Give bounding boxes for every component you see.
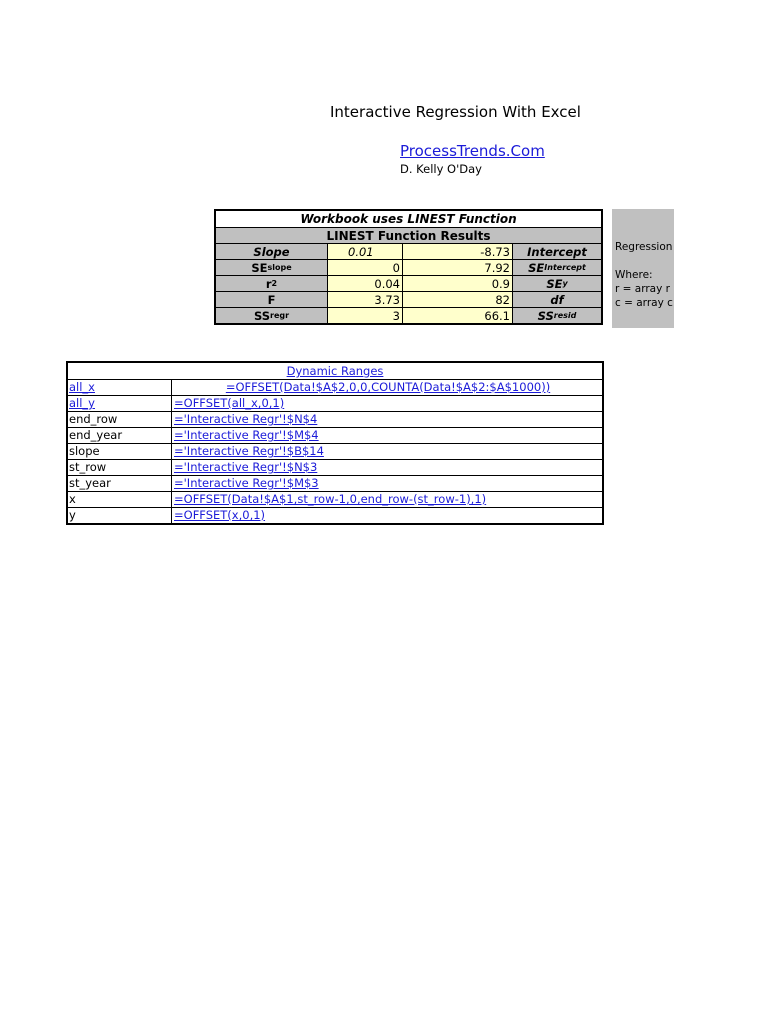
se-y-value[interactable]: 0.9: [402, 276, 512, 291]
panel-text-r: r = array r: [615, 283, 670, 295]
r2-label: r 2: [216, 276, 327, 291]
range-formula[interactable]: ='Interactive Regr'!$N$4: [174, 412, 318, 426]
range-name: x: [68, 492, 172, 507]
f-value[interactable]: 3.73: [327, 292, 402, 307]
ss-regr-value[interactable]: 3: [327, 308, 402, 323]
ss-row: [216, 307, 601, 323]
panel-text-regression: Regression: [615, 241, 673, 253]
range-formula[interactable]: =OFFSET(Data!$A$1,st_row-1,0,end_row-(st_row-1),1): [174, 492, 487, 506]
r2-value[interactable]: 0.04: [327, 276, 402, 291]
linest-results-table: [214, 209, 603, 325]
f-label: F: [216, 292, 327, 307]
se-y-label: SE y: [512, 276, 601, 291]
range-formula[interactable]: =OFFSET(Data!$A$2,0,0,COUNTA(Data!$A$2:$A$1000)): [225, 380, 551, 394]
se-slope-value[interactable]: 0: [327, 260, 402, 275]
regression-notes-panel: [612, 209, 674, 328]
linest-caption: Workbook uses LINEST Function: [216, 211, 601, 227]
f-row: [216, 291, 601, 307]
range-formula[interactable]: ='Interactive Regr'!$M$4: [174, 428, 319, 442]
panel-text-where: Where:: [615, 269, 653, 281]
ss-resid-value[interactable]: 66.1: [402, 308, 512, 323]
ss-resid-label: SS resid: [512, 308, 601, 323]
range-formula[interactable]: ='Interactive Regr'!$N$3: [174, 460, 318, 474]
dynamic-ranges-table: [66, 361, 604, 525]
table-row: [68, 443, 602, 459]
se-intercept-label: SE Intercept: [512, 260, 601, 275]
r2-row: [216, 275, 601, 291]
range-name: end_year: [68, 428, 172, 443]
range-formula[interactable]: ='Interactive Regr'!$M$3: [174, 476, 319, 490]
se-row: [216, 259, 601, 275]
table-row: [68, 427, 602, 443]
panel-text-c: c = array c: [615, 297, 673, 309]
author-name: D. Kelly O'Day: [400, 162, 482, 176]
table-row: [68, 395, 602, 411]
range-formula[interactable]: ='Interactive Regr'!$B$14: [174, 444, 324, 458]
range-name: y: [68, 508, 172, 523]
range-name: st_row: [68, 460, 172, 475]
range-name: st_year: [68, 476, 172, 491]
dynamic-ranges-header[interactable]: Dynamic Ranges: [286, 364, 384, 378]
table-row: [68, 411, 602, 427]
ss-regr-label: SS regr: [216, 308, 327, 323]
table-row: [68, 507, 602, 523]
range-formula[interactable]: =OFFSET(all_x,0,1): [174, 396, 285, 410]
slope-value[interactable]: 0.01: [327, 244, 402, 259]
range-name[interactable]: all_y: [68, 396, 172, 411]
range-formula[interactable]: =OFFSET(x,0,1): [174, 508, 266, 522]
table-row: [68, 475, 602, 491]
range-name: end_row: [68, 412, 172, 427]
table-row: [68, 379, 602, 395]
se-intercept-value[interactable]: 7.92: [402, 260, 512, 275]
range-name: slope: [68, 444, 172, 459]
range-name[interactable]: all_x: [68, 380, 172, 395]
df-value[interactable]: 82: [402, 292, 512, 307]
slope-row: [216, 243, 601, 259]
slope-label: Slope: [216, 244, 327, 259]
linest-subcaption: LINEST Function Results: [216, 227, 601, 243]
table-row: [68, 491, 602, 507]
df-label: df: [512, 292, 601, 307]
table-row: [68, 459, 602, 475]
intercept-value[interactable]: -8.73: [402, 244, 512, 259]
se-slope-label: SE slope: [216, 260, 327, 275]
page-title: Interactive Regression With Excel: [330, 103, 581, 121]
intercept-label: Intercept: [512, 244, 601, 259]
processtrends-link[interactable]: ProcessTrends.Com: [400, 142, 545, 160]
